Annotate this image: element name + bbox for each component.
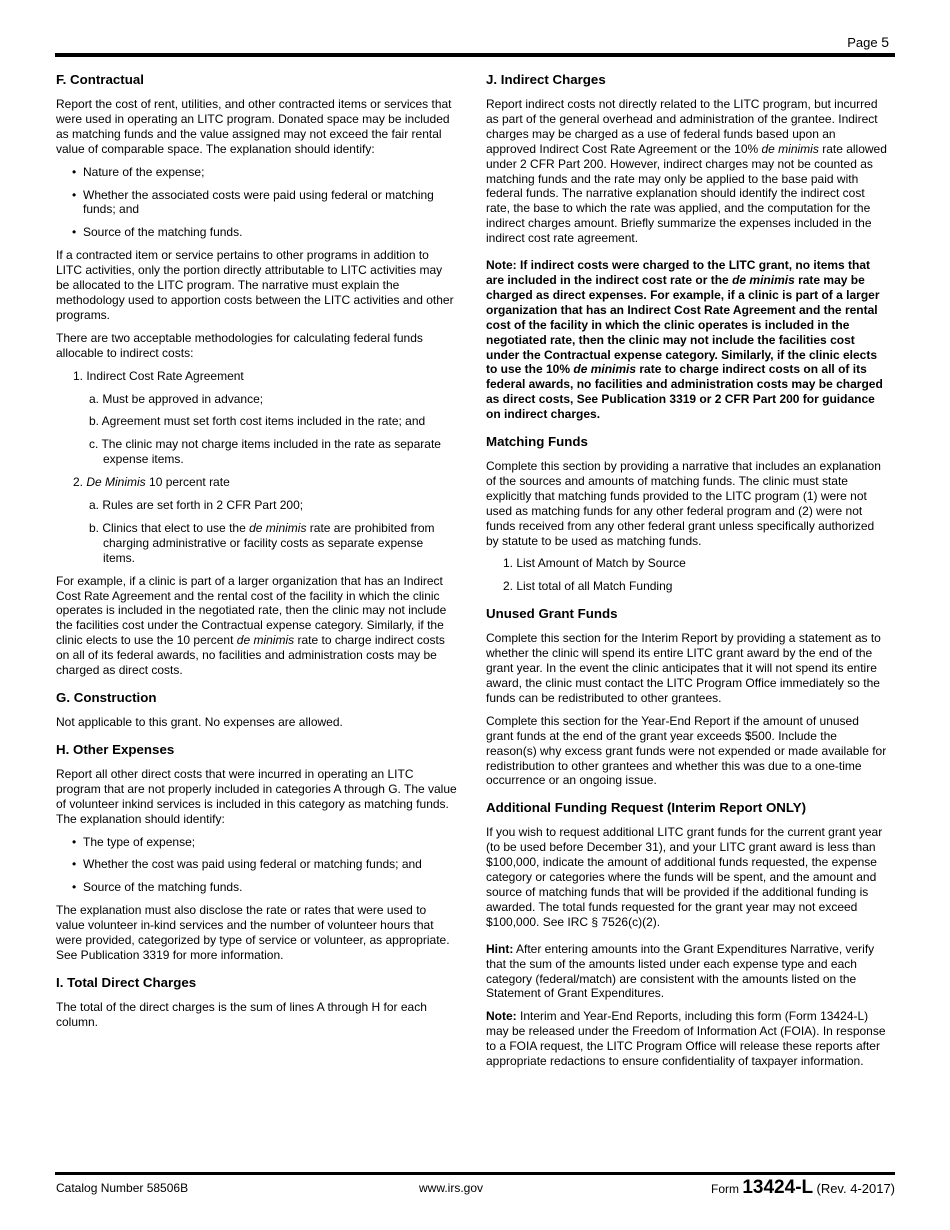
catalog-number: Catalog Number 58506B: [56, 1181, 189, 1195]
paragraph: Report indirect costs not directly related to the LITC program, but incurred as part of the general overhead and administration of the grantee. Indirect charges may be charged as a use of federal funds based upon an approved Indirect Cost Rate Agreement or the 10% de minimis rate allowed under 2 CFR Part 200. However, indirect charges may not be counted as matching funds and the rate may only be applied to the base paid with federal funds. The narrative explanation should identify the indirect cost rate, the base to which the rate was applied, and the computation for the indirect charges amount. Briefly summarize the expenses included in the indirect cost rate agreement.: [486, 97, 887, 246]
website-url: www.irs.gov: [419, 1181, 484, 1195]
sub-item: b. Clinics that elect to use the de minimis rate are prohibited from charging administrative or facility costs as separate expense items.: [89, 520, 435, 565]
paragraph: Not applicable to this grant. No expenses are allowed.: [56, 715, 343, 729]
paragraph: Complete this section for the Interim Report by providing a statement as to whether the clinic will spend its entire LITC grant award by the end of the grant year. In the event the clinic anticipates that it will not spend its entire award, the clinic must contact the LITC Program Office immediately so the funds can be redistributed to other grantees.: [486, 631, 881, 705]
paragraph: The total of the direct charges is the sum of lines A through H for each column.: [56, 999, 427, 1029]
paragraph: If a contracted item or service pertains to other programs in addition to LITC activities, only the portion directly attributable to LITC activities may be allocated to the LITC program. The narrative must explain the methodology used to apportion costs between the LITC activities and other programs.: [56, 248, 454, 322]
left-column: [56, 72, 458, 1038]
numbered-item: 2. De Minimis 10 percent rate: [73, 475, 230, 490]
paragraph: Complete this section for the Year-End Report if the amount of unused grant funds at the end of the grant year exceeds $500. Include the reason(s) why excess grant funds were not expended or made available for redistribution to other grantees and whether this was due to a one-time occurrence or an ongoing issue.: [486, 713, 887, 788]
footer: [56, 1177, 895, 1200]
note-paragraph: Note: Interim and Year-End Reports, including this form (Form 13424-L) may be released under the Freedom of Information Act (FOIA). In response to a FOIA request, the LITC Program Office will release these reports after appropriate redactions to ensure confidentiality of taxpayer information.: [486, 1009, 886, 1069]
paragraph: Report the cost of rent, utilities, and other contracted items or services that were used in operating an LITC program. Donated space may be included as matching funds and the value assigned may not exceed the fair rental value of comparable space. The explanation should identify:: [56, 97, 452, 156]
section-title-matching-funds: Matching Funds: [486, 434, 588, 450]
list-item: • Whether the associated costs were paid using federal or matching funds; and: [56, 188, 458, 218]
sub-item: b. Agreement must set forth cost items included in the rate; and: [89, 414, 426, 429]
section-title-construction: G. Construction: [56, 690, 157, 705]
top-rule: [55, 53, 895, 57]
numbered-item: 1. List Amount of Match by Source: [503, 556, 686, 571]
bullet-list: [56, 835, 458, 896]
list-item: • Nature of the expense;: [56, 165, 458, 180]
section-title-unused-grant-funds: Unused Grant Funds: [486, 606, 618, 622]
paragraph: Report all other direct costs that were incurred in operating an LITC program that are not properly included in categories A through G. The value of volunteer inkind services is included in this category as matching funds. The explanation should identify:: [56, 766, 457, 826]
section-title-total-direct-charges: I. Total Direct Charges: [56, 974, 197, 990]
form-identifier: Form 13424-L (Rev. 4-2017): [711, 1177, 895, 1198]
numbered-item: 1. Indirect Cost Rate Agreement: [73, 368, 244, 383]
list-item: • Source of the matching funds.: [56, 880, 458, 895]
right-column: [486, 72, 888, 1077]
numbered-item: 2. List total of all Match Funding: [503, 579, 673, 594]
bottom-rule: [55, 1172, 895, 1175]
bullet-list: [56, 165, 458, 241]
hint-paragraph: Hint: After entering amounts into the Grant Expenditures Narrative, verify that the sum of the amounts listed under each expense type and each category (federal/match) are consistent with the amounts listed on the Statement of Grant Expenditures.: [486, 941, 875, 1001]
page-number: Page 5: [847, 34, 889, 50]
paragraph: Complete this section by providing a narrative that includes an explanation of the sources and amounts of matching funds. The clinic must state explicitly that matching funds provided to the LITC program (1) were not used as matching funds for any other federal program and (2) were not funds received from any other federal grant unless specifically authorized by statute to be used as matching funds.: [486, 459, 881, 548]
section-title-additional-funding: Additional Funding Request (Interim Report ONLY): [486, 800, 807, 816]
sub-item: a. Rules are set forth in 2 CFR Part 200;: [89, 498, 304, 513]
list-item: • Whether the cost was paid using federal or matching funds; and: [56, 857, 458, 872]
list-item: • The type of expense;: [56, 835, 458, 850]
sub-item: c. The clinic may not charge items included in the rate as separate expense items.: [89, 437, 441, 467]
paragraph: There are two acceptable methodologies for calculating federal funds allocable to indirect costs:: [56, 330, 423, 360]
section-title-indirect-charges: J. Indirect Charges: [486, 72, 606, 87]
section-title-contractual: F. Contractual: [56, 72, 144, 87]
list-item: • Source of the matching funds.: [56, 225, 458, 240]
note-paragraph: Note: If indirect costs were charged to the LITC grant, no items that are included in the indirect cost rate or the de minimis rate may be charged as direct expenses. For example, if a clinic is part of a larger organization that has an Indirect Cost Rate Agreement and the rental cost of the facility in which the clinic operates is included in the negotiated rate, then the clinic may not include the facilities cost under the Contractual expense category. Similarly, if the clinic elects to use the 10% de minimis rate to charge indirect costs on all of its federal awards, no facilities and administration costs may be charged as direct costs, See Publication 3319 or 2 CFR Part 200 for guidance on indirect charges.: [486, 258, 883, 422]
section-title-other-expenses: H. Other Expenses: [56, 741, 175, 757]
paragraph: The explanation must also disclose the rate or rates that were used to value volunteer in-kind services and the number of volunteer hours that were provided, categorized by type of service or volunteer, as appropriate. See Publication 3319 for more information.: [56, 903, 450, 962]
paragraph: If you wish to request additional LITC grant funds for the current grant year (to be used before December 31), and your LITC grant award is less than $100,000, indicate the amount of additional funds requested, the expense category or categories where the funds will be spent, and the amount and source of matching funds that will be provided if the additional funding is awarded. The total funds requested for the grant year may not exceed $100,000. See IRC § 7526(c)(2).: [486, 825, 883, 929]
sub-item: a. Must be approved in advance;: [89, 391, 264, 406]
paragraph: For example, if a clinic is part of a larger organization that has an Indirect Cost Rate Agreement and the rental cost of the facility in which the clinic operates is included in the negotiated rate, then the clinic may not include the facilities cost under the Contractual expense category. Similarly, if the clinic elects to use the 10 percent de minimis rate to charge indirect costs on all of its federal awards, no facilities and administration costs may be charged as direct costs.: [56, 573, 447, 678]
